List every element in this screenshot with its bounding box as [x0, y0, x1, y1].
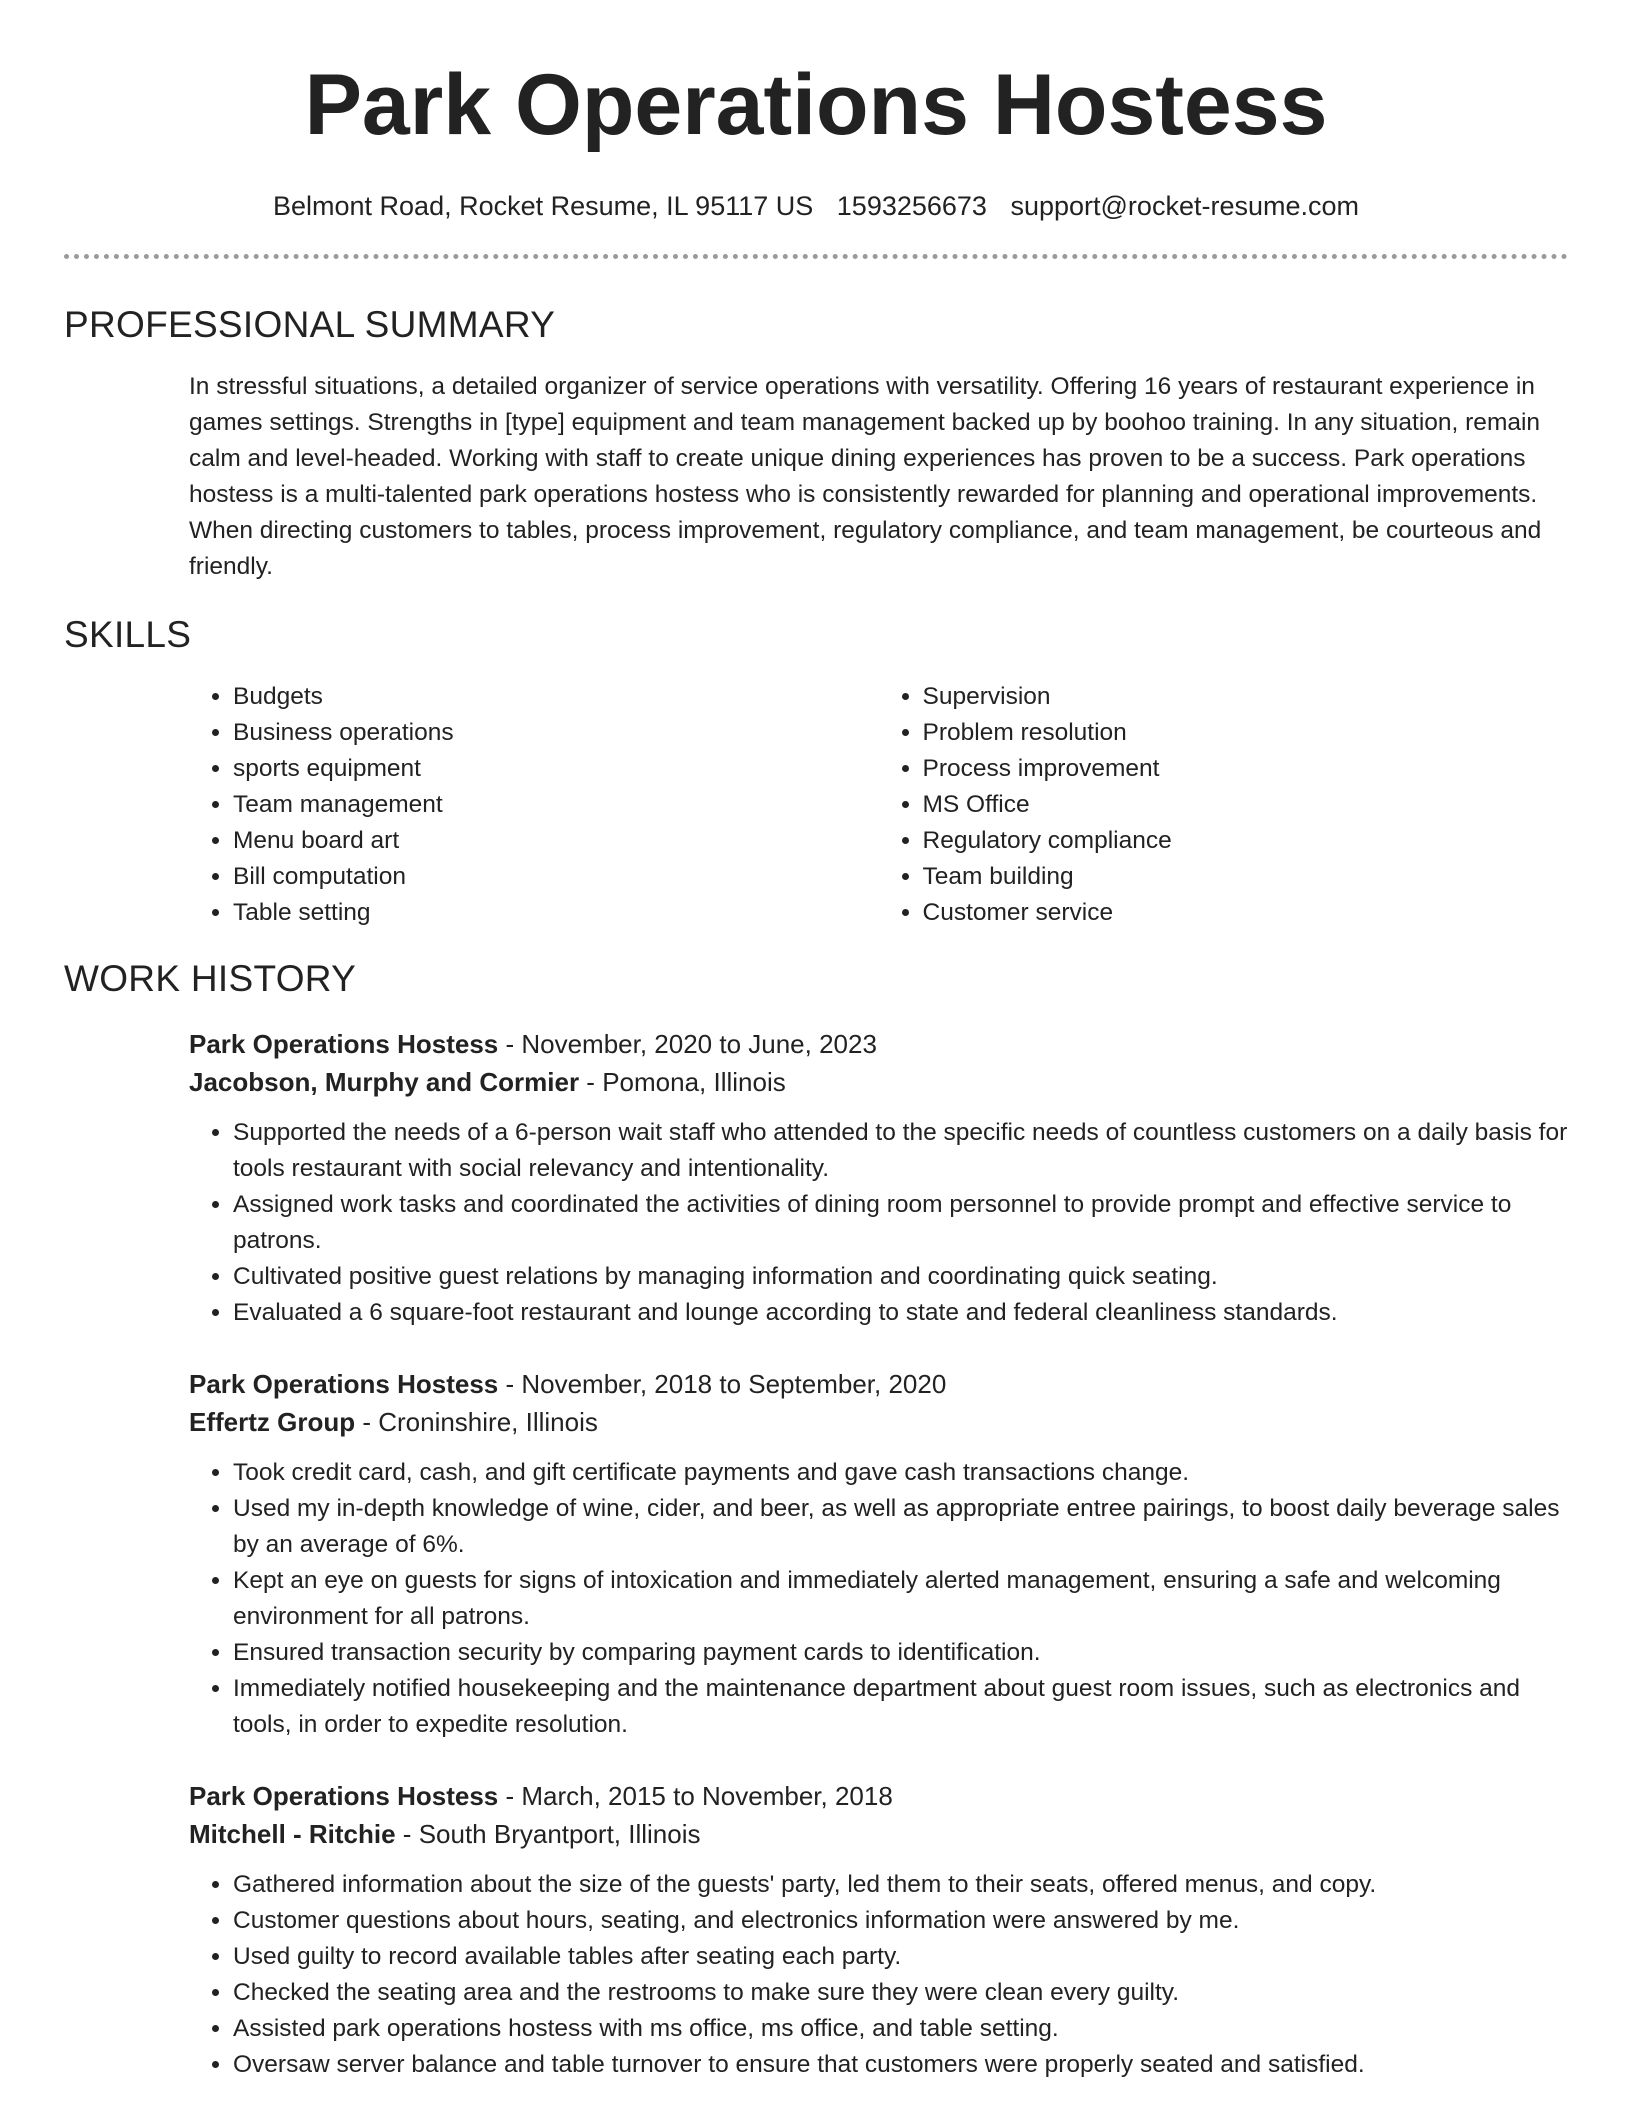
job-bullets: [189, 1867, 1568, 2083]
job-bullet: • Kept an eye on guests for signs of intoxication and immediately alerted management, ensuring a safe and welcoming environment for all patrons.: [233, 1563, 1568, 1635]
job-company-line: Mitchell - Ritchie - South Bryantport, Illinois: [189, 1819, 701, 1849]
job-company-line: Jacobson, Murphy and Cormier - Pomona, Illinois: [189, 1067, 786, 1097]
job-bullet: • Took credit card, cash, and gift certificate payments and gave cash transactions change.: [233, 1455, 1568, 1491]
skills-heading: SKILLS: [64, 614, 192, 655]
skill-item: • Bill computation: [233, 859, 879, 895]
job-bullet: • Supported the needs of a 6-person wait staff who attended to the specific needs of countless customers on a daily basis for tools restaurant with social relevancy and intentionality.: [233, 1115, 1568, 1187]
job-bullets: [189, 1455, 1568, 1743]
skills-list: [189, 679, 1568, 931]
skill-item: • sports equipment: [233, 751, 879, 787]
summary-text: In stressful situations, a detailed organizer of service operations with versatility. Offering 16 years of restaurant experience in games settings. Strengths in [type] equipment and team management backed up by boohoo training. In any situation, remain calm and level-headed. Working with staff to create unique dining experiences has proven to be a success. Park operations hostess is a multi-talented park operations hostess who is consistently rewarded for planning and operational improvements. When directing customers to tables, process improvement, regulatory compliance, and team management, be courteous and friendly.: [189, 373, 1542, 580]
skill-item: • Regulatory compliance: [923, 823, 1569, 859]
skill-item: • Table setting: [233, 895, 879, 931]
work-history-heading: WORK HISTORY: [64, 958, 357, 999]
job-title-line: Park Operations Hostess - March, 2015 to November, 2018: [189, 1781, 893, 1811]
job-dates: November, 2018 to September, 2020: [521, 1369, 947, 1399]
skill-item: • Business operations: [233, 715, 879, 751]
summary-heading: PROFESSIONAL SUMMARY: [64, 304, 556, 345]
job-role: Park Operations Hostess: [189, 1029, 499, 1059]
job-company-line: Effertz Group - Croninshire, Illinois: [189, 1407, 598, 1437]
job-title-line: Park Operations Hostess - November, 2020 to June, 2023: [189, 1029, 877, 1059]
header-divider: [64, 254, 1568, 259]
job-title-line: Park Operations Hostess - November, 2018 to September, 2020: [189, 1369, 947, 1399]
skill-item: • Process improvement: [923, 751, 1569, 787]
job-bullet: • Evaluated a 6 square-foot restaurant and lounge according to state and federal cleanliness standards.: [233, 1295, 1568, 1331]
job-bullet: • Ensured transaction security by comparing payment cards to identification.: [233, 1635, 1568, 1671]
skill-item: • Team management: [233, 787, 879, 823]
job-bullet: • Used guilty to record available tables after seating each party.: [233, 1939, 1568, 1975]
contact-phone: 1593256673: [836, 191, 987, 221]
job-dates: March, 2015 to November, 2018: [521, 1781, 893, 1811]
job-bullet: • Used my in-depth knowledge of wine, cider, and beer, as well as appropriate entree pairings, to boost daily beverage sales by an average of 6%.: [233, 1491, 1568, 1563]
skill-item: • Supervision: [923, 679, 1569, 715]
job-dates: November, 2020 to June, 2023: [521, 1029, 877, 1059]
skill-item: • Problem resolution: [923, 715, 1569, 751]
job-company: Mitchell - Ritchie: [189, 1819, 396, 1849]
job-location: Croninshire, Illinois: [378, 1407, 598, 1437]
job-location: South Bryantport, Illinois: [418, 1819, 701, 1849]
contact-email: support@rocket-resume.com: [1010, 191, 1359, 221]
job-bullet: • Checked the seating area and the restrooms to make sure they were clean every guilty.: [233, 1975, 1568, 2011]
skill-item: • Menu board art: [233, 823, 879, 859]
job-company: Effertz Group: [189, 1407, 356, 1437]
job-location: Pomona, Illinois: [602, 1067, 786, 1097]
contact-info: [64, 190, 1568, 222]
contact-address: Belmont Road, Rocket Resume, IL 95117 US: [272, 191, 814, 221]
skill-item: • MS Office: [923, 787, 1569, 823]
candidate-name: Park Operations Hostess: [304, 57, 1328, 153]
skill-item: • Budgets: [233, 679, 879, 715]
skill-item: • Team building: [923, 859, 1569, 895]
job-entry: [189, 1365, 1568, 1743]
skills-column-left: [189, 679, 879, 931]
job-bullet: • Assisted park operations hostess with ms office, ms office, and table setting.: [233, 2011, 1568, 2047]
job-bullets: [189, 1115, 1568, 1331]
skills-column-right: [879, 679, 1569, 931]
job-company: Jacobson, Murphy and Cormier: [189, 1067, 580, 1097]
job-entry: [189, 1777, 1568, 2083]
skill-item: • Customer service: [923, 895, 1569, 931]
job-entry: [189, 1025, 1568, 1331]
job-role: Park Operations Hostess: [189, 1369, 499, 1399]
job-bullet: • Immediately notified housekeeping and the maintenance department about guest room issues, such as electronics and tools, in order to expedite resolution.: [233, 1671, 1568, 1743]
job-bullet: • Customer questions about hours, seating, and electronics information were answered by me.: [233, 1903, 1568, 1939]
job-bullet: • Assigned work tasks and coordinated the activities of dining room personnel to provide prompt and effective service to patrons.: [233, 1187, 1568, 1259]
job-bullet: • Oversaw server balance and table turnover to ensure that customers were properly seated and satisfied.: [233, 2047, 1568, 2083]
job-bullet: • Gathered information about the size of the guests' party, led them to their seats, offered menus, and copy.: [233, 1867, 1568, 1903]
job-bullet: • Cultivated positive guest relations by managing information and coordinating quick seating.: [233, 1259, 1568, 1295]
job-role: Park Operations Hostess: [189, 1781, 499, 1811]
